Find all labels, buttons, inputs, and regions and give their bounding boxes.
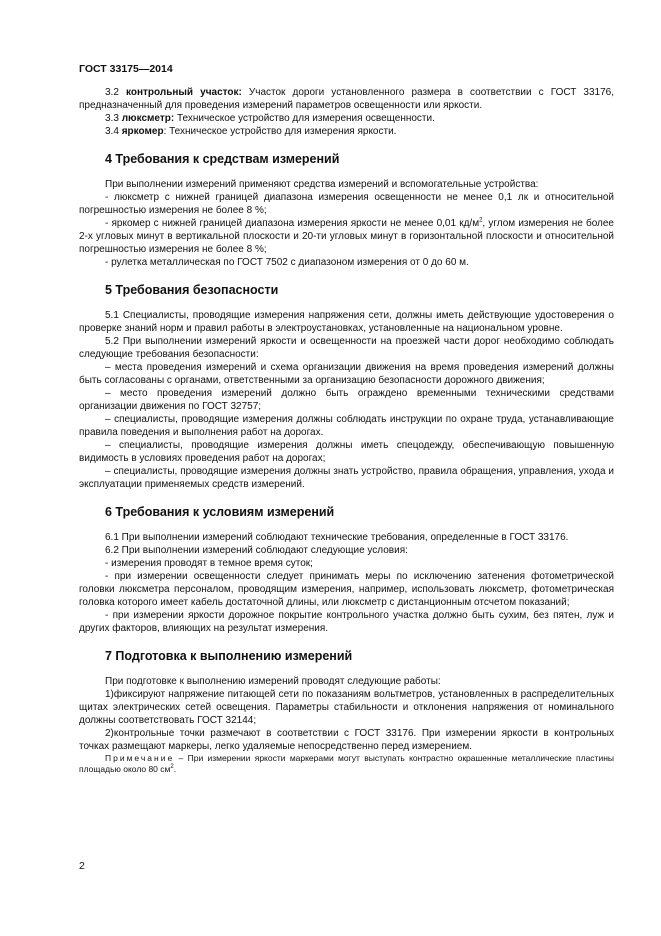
safety-item: – места проведения измерений и схема организации движения на время проведения измерений должны быть согласованы с органами, ответственными за организацию безопасности дорожного движения; — [79, 362, 614, 386]
clause-6-1: 6.1 При выполнении измерений соблюдают технические требования, определенные в ГОСТ 33176. — [105, 532, 569, 543]
safety-item: – место проведения измерений должно быть ограждено временными техническими средствами организации движения по ГОСТ 32757; — [79, 388, 614, 412]
term: контрольный участок: — [125, 87, 242, 98]
item-text: - яркомер с нижней границей диапазона измерения яркости не менее 0,01 кд/м — [105, 218, 480, 229]
item-text: , углом измерения не более 2-х угловых минут в вертикальной плоскости и 20-ти угловых минут в горизонтальной плоскости и относительной погрешностью измерения не более 8 %; — [79, 218, 614, 255]
clause-3-3 — [79, 112, 614, 125]
section-7-intro: При подготовке к выполнению измерений проводят следующие работы: — [105, 676, 441, 687]
clause-6-2: 6.2 При выполнении измерений соблюдают следующие условия: — [105, 545, 408, 556]
definition: Участок дороги установленного размера в соответствии с ГОСТ 33176, предназначенный для проведения измерений параметров освещенности или яркости. — [79, 87, 614, 111]
section-5-heading: 5 Требования безопасности — [105, 283, 279, 297]
clause-3-4 — [79, 125, 614, 138]
safety-item: – специалисты, проводящие измерения должны соблюдать инструкции по охране труда, устанавливающие правила поведения и выполнения работ на дорогах. — [79, 414, 614, 438]
safety-item: – специалисты, проводящие измерения должны знать устройство, правила обращения, управления, ухода и эксплуатации применяемых средств измерений. — [79, 466, 614, 490]
document-body — [79, 86, 614, 775]
work-item: 2)контрольные точки размечают в соответствии с ГОСТ 33176. При измерении яркости в контрольных точках размещают маркеры, легко удаляемые непосредственно перед измерением. — [79, 728, 614, 752]
note-text: – При измерении яркости маркерами могут выступать контрастно окрашенные металлические пластины площадью около 80 см — [79, 753, 614, 774]
clause-5-2: 5.2 При выполнении измерений яркости и освещенности на проезжей части дорог необходимо соблюдать следующие требования безопасности: — [79, 336, 614, 360]
work-item: 1)фиксируют напряжение питающей сети по показаниям вольтметров, установленных в распределительных щитах электрических сетей освещения. Параметры стабильности и отклонения напряжения от номинального должны соответствовать ГОСТ 32144; — [79, 689, 614, 726]
page-number: 2 — [79, 860, 85, 872]
section-6-heading: 6 Требования к условиям измерений — [105, 505, 335, 519]
condition-item: - при измерении освещенности следует принимать меры по исключению затенения фотометрической головки люксметра персоналом, проводящим измерения, например, использовать люксметр, фотометрическая головка которого имеет кабель достаточной длины, или люксметр с дистанционным отсчетом показаний; — [79, 571, 614, 608]
section-7-heading: 7 Подготовка к выполнению измерений — [105, 649, 353, 663]
condition-item: - при измерении яркости дорожное покрытие контрольного участка должно быть сухим, без пятен, луж и других факторов, влияющих на результат измерения. — [79, 610, 614, 634]
instrument-item: - рулетка металлическая по ГОСТ 7502 с диапазоном измерения от 0 до 60 м. — [105, 257, 469, 268]
clause-5-1: 5.1 Специалисты, проводящие измерения напряжения сети, должны иметь действующие удостоверения о проверке знаний норм и правил работы в электроустановках, установленные на национальном уровне. — [79, 310, 614, 334]
definition: : Техническое устройство для измерения яркости. — [163, 126, 397, 137]
note-label: Примечание — [105, 753, 175, 763]
clause-3-2 — [79, 86, 614, 112]
term: яркомер — [121, 126, 164, 137]
term: люксметр: — [121, 113, 175, 124]
superscript: 2 — [170, 764, 174, 771]
condition-item: - измерения проводят в темное время суток; — [105, 558, 313, 569]
note — [79, 753, 614, 775]
section-4-heading: 4 Требования к средствам измерений — [105, 152, 340, 166]
clause-number: 3.4 — [105, 126, 119, 137]
clause-number: 3.2 — [105, 87, 119, 98]
safety-item: – специалисты, проводящие измерения должны иметь спецодежду, обеспечивающую повышенную видимость в условиях проведения работ на дорогах; — [79, 440, 614, 464]
note-text: . — [173, 764, 177, 774]
document-code: ГОСТ 33175—2014 — [79, 63, 173, 75]
clause-number: 3.3 — [105, 113, 119, 124]
superscript: 2 — [479, 217, 483, 224]
instrument-item: - люксметр с нижней границей диапазона измерения освещенности не менее 0,1 лк и относительной погрешностью измерения не более 8 %; — [79, 192, 614, 216]
definition: Техническое устройство для измерения освещенности. — [174, 113, 435, 124]
instrument-item — [79, 217, 614, 256]
section-4-intro: При выполнении измерений применяют средства измерений и вспомогательные устройства: — [105, 179, 539, 190]
